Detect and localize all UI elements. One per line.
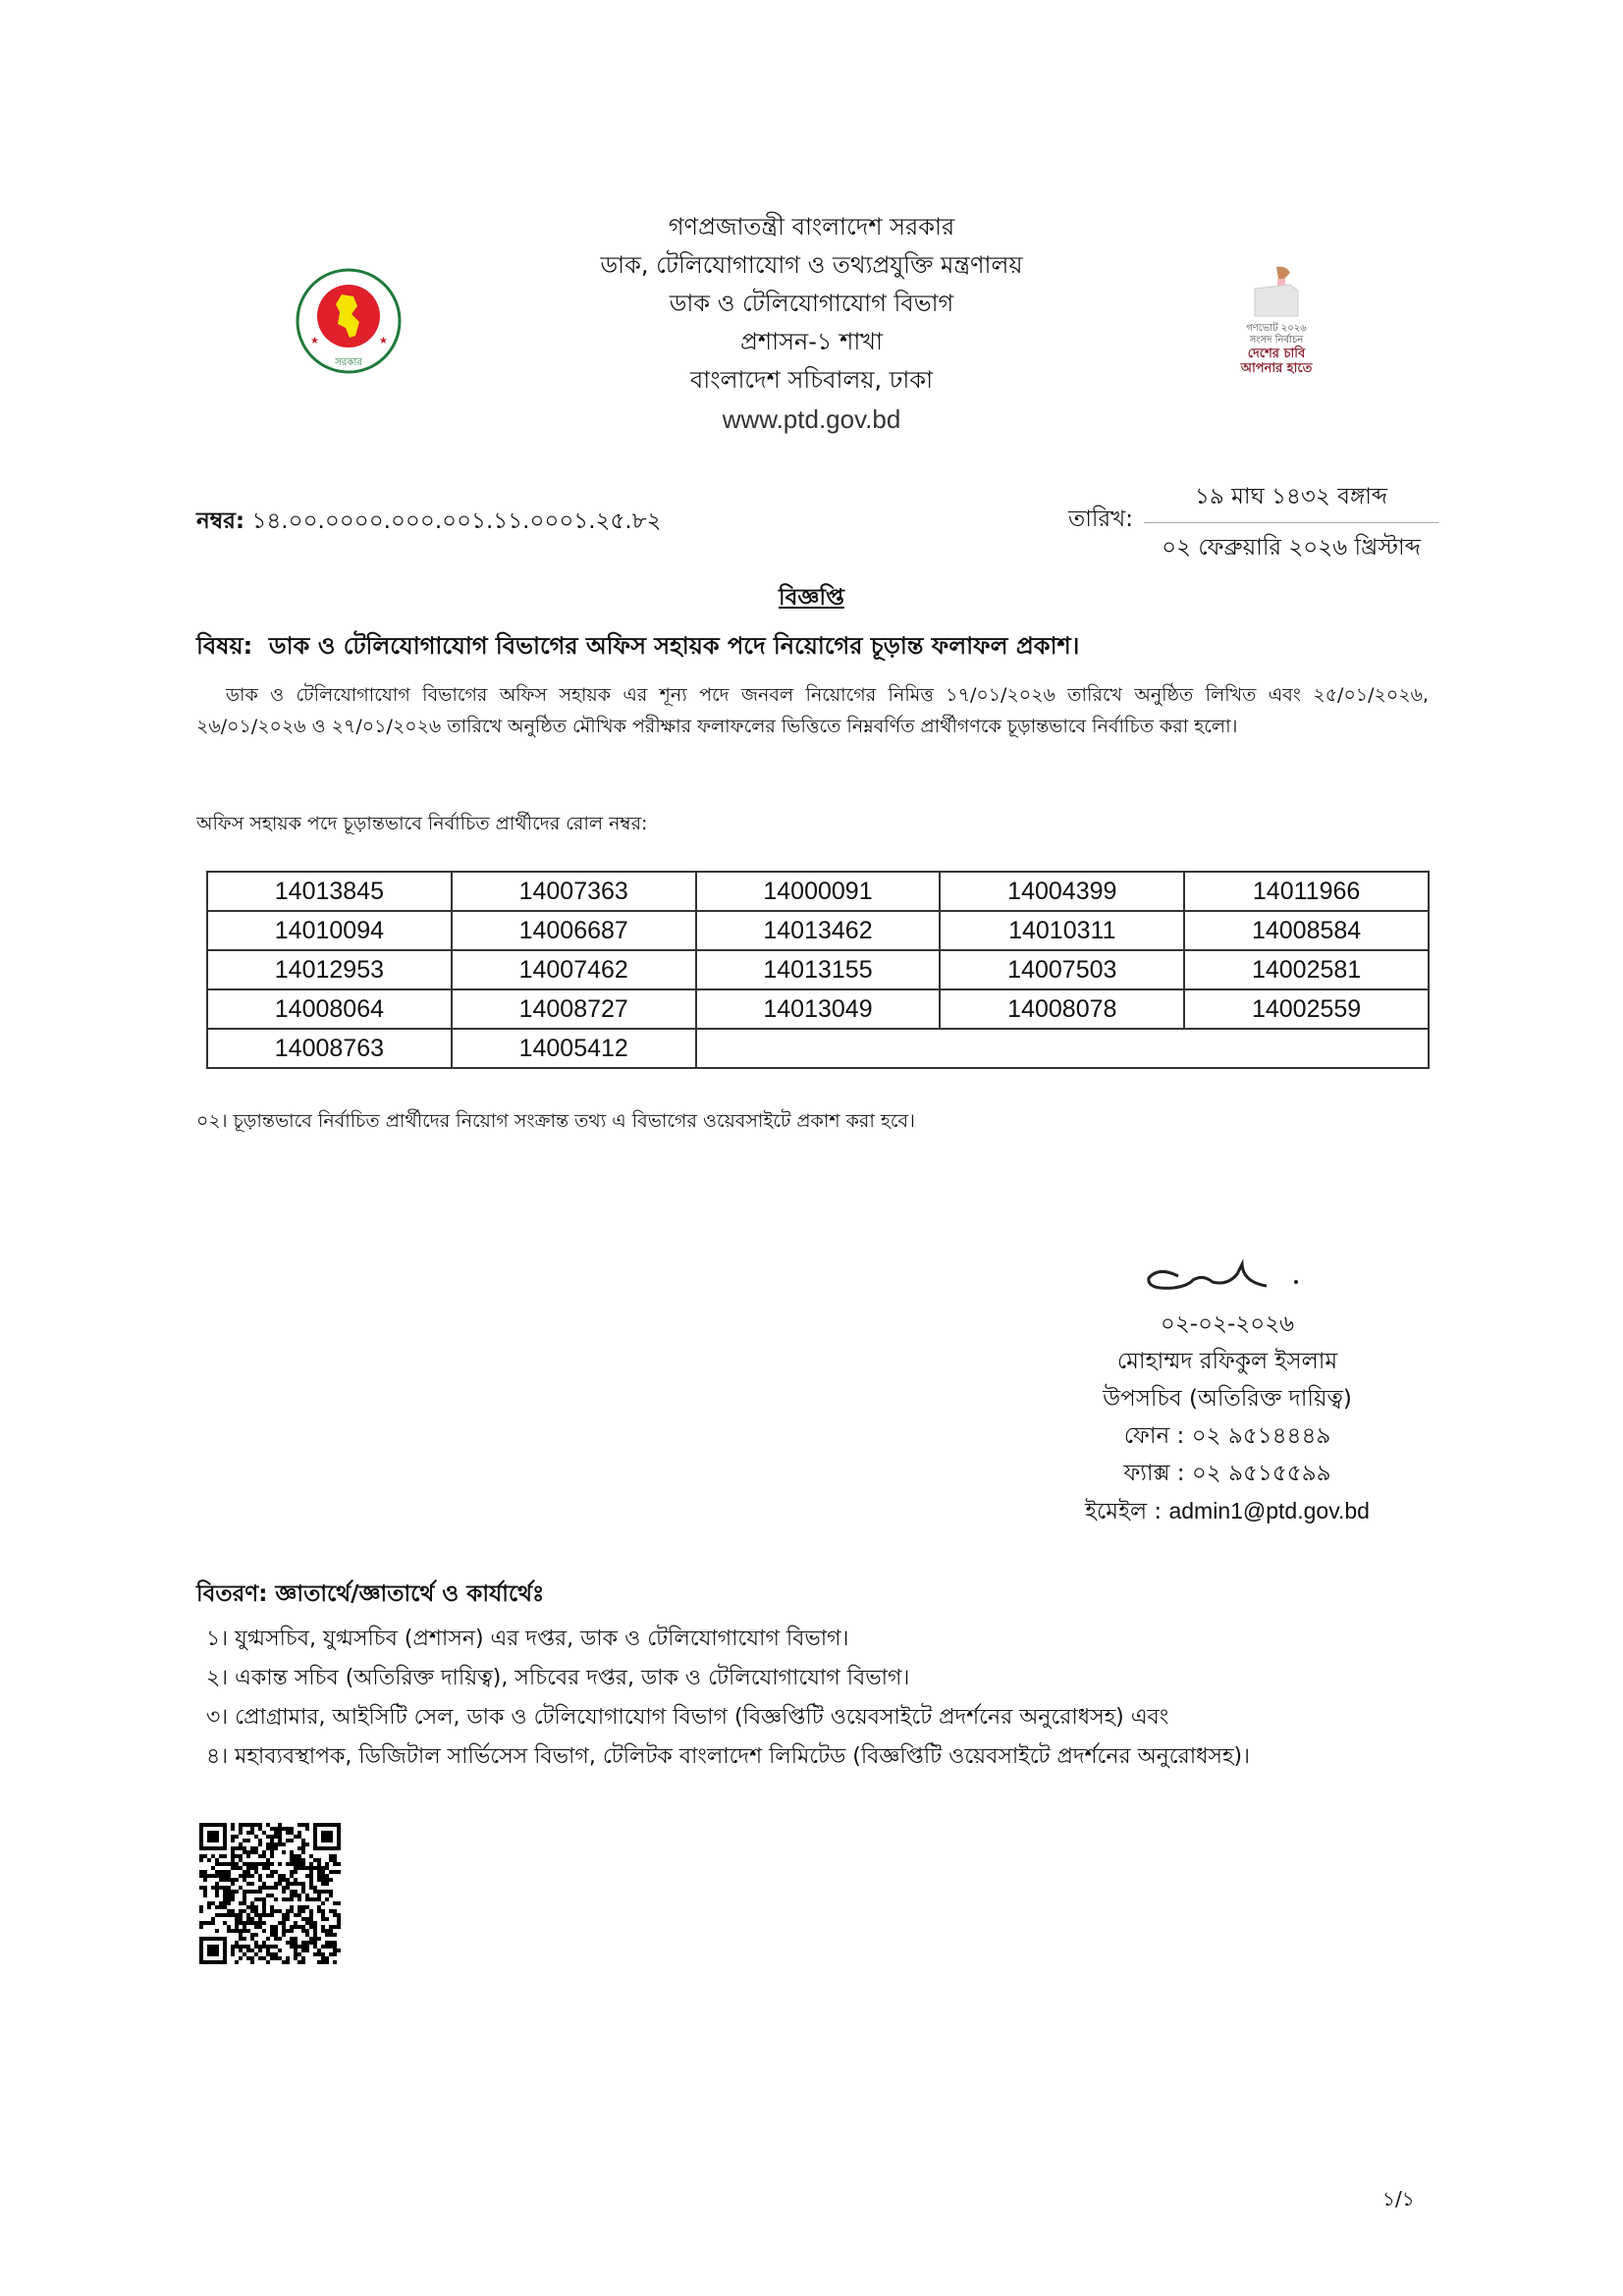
roll-number-cell: 14013049 <box>696 989 941 1029</box>
roll-number-cell: 14012953 <box>207 950 452 989</box>
handwritten-signature-icon <box>1119 1247 1335 1306</box>
signature-date: ০২-০২-২০২৬ <box>1160 1311 1295 1337</box>
roll-number-cell: 14002559 <box>1184 989 1429 1029</box>
roll-number-cell: 14011966 <box>1184 872 1429 911</box>
roll-number-cell: 14007462 <box>452 950 696 989</box>
signatory-email-line <box>1036 1492 1419 1530</box>
qr-code <box>199 1823 341 1964</box>
qr-code-icon <box>199 1823 341 1964</box>
table-row <box>207 872 1429 911</box>
distribution-item: ২। একান্ত সচিব (অতিরিক্ত দায়িত্ব), সচিবের দপ্তর, ডাক ও টেলিযোগাযোগ বিভাগ। <box>206 1666 910 1690</box>
division-name: ডাক ও টেলিযোগাযোগ বিভাগ <box>669 290 954 317</box>
roll-number-cell: 14013462 <box>696 911 941 950</box>
roll-number-cell: 14005412 <box>452 1029 696 1068</box>
distribution-item: ১। যুগ্মসচিব, যুগ্মসচিব (প্রশাসন) এর দপ্তর, ডাক ও টেলিযোগাযোগ বিভাগ। <box>206 1627 849 1651</box>
ballot-box-icon <box>1247 265 1306 319</box>
empty-cell <box>696 1029 1429 1068</box>
body-paragraph: ডাক ও টেলিযোগাযোগ বিভাগের অফিস সহায়ক এর শূন্য পদে জনবল নিয়োগের নিমিত্ত ১৭/০১/২০২৬ তারিখে অনুষ্ঠিত লিখিত এবং ২৫/০১/২০২৬, ২৬/০১/২০২৬ ও ২৭/০১/২০২৬ তারিখে অনুষ্ঠিত মৌখিক পরীক্ষার ফলাফলের ভিত্তিতে নিম্নবর্ণিত প্রার্থীগণকে চূড়ান্তভাবে নির্বাচিত করা হলো। <box>196 684 1429 737</box>
date-block <box>1144 478 1438 567</box>
notice-title: বিজ্ঞপ্তি <box>779 585 844 611</box>
website-link[interactable]: www.ptd.gov.bd <box>722 404 901 434</box>
svg-text:সরকার: সরকার <box>335 357 362 368</box>
distribution-item: ৩। প্রোগ্রামার, আইসিটি সেল, ডাক ও টেলিযোগাযোগ বিভাগ (বিজ্ঞপ্তিটি ওয়েবসাইটে প্রদর্শনের অনুরোধসহ) এবং <box>206 1705 1169 1730</box>
date-label: তারিখ: <box>1068 507 1134 532</box>
date-bengali: ১৯ মাঘ ১৪৩২ বঙ্গাব্দ <box>1144 478 1438 523</box>
roll-number-cell: 14010094 <box>207 911 452 950</box>
signatory-designation: উপসচিব (অতিরিক্ত দায়িত্ব) <box>1103 1386 1352 1412</box>
svg-text:★: ★ <box>379 336 388 347</box>
roll-list-label: অফিস সহায়ক পদে চূড়ান্তভাবে নির্বাচিত প্রার্থীদের রোল নম্বর: <box>196 813 648 834</box>
email-label: ইমেইল : <box>1085 1499 1163 1524</box>
table-row <box>207 950 1429 989</box>
roll-number-cell: 14007503 <box>940 950 1184 989</box>
roll-number-cell: 14000091 <box>696 872 941 911</box>
roll-number-cell: 14008763 <box>207 1029 452 1068</box>
roll-number-table <box>206 871 1430 1069</box>
office-location: বাংলাদেশ সচিবালয়, ঢাকা <box>689 366 934 394</box>
svg-text:★: ★ <box>310 336 319 347</box>
roll-number-cell: 14013845 <box>207 872 452 911</box>
roll-number-cell: 14002581 <box>1184 950 1429 989</box>
subject-label: বিষয়: <box>196 632 253 660</box>
branch-name: প্রশাসন-১ শাখা <box>740 328 883 355</box>
roll-number-cell: 14008727 <box>452 989 696 1029</box>
roll-number-cell: 14007363 <box>452 872 696 911</box>
election-logo: গণভোট ২০২৬ সংসদ নির্বাচন দেশের চাবি আপনার হাতে <box>1232 265 1321 373</box>
letterhead <box>0 208 1623 439</box>
subject-text: ডাক ও টেলিযোগাযোগ বিভাগের অফিস সহায়ক পদে নিয়োগের চূড়ান্ত ফলাফল প্রকাশ। <box>268 632 1080 660</box>
table-row <box>207 1029 1429 1068</box>
email-address[interactable]: admin1@ptd.gov.bd <box>1168 1498 1370 1523</box>
table-row <box>207 911 1429 950</box>
roll-number-cell: 14008584 <box>1184 911 1429 950</box>
govt-name: গণপ্রজাতন্ত্রী বাংলাদেশ সরকার <box>668 213 955 240</box>
roll-number-cell: 14010311 <box>940 911 1184 950</box>
distribution-list <box>206 1620 1250 1777</box>
reference-number <box>196 503 662 541</box>
roll-number-cell: 14008078 <box>940 989 1184 1029</box>
roll-number-cell: 14004399 <box>940 872 1184 911</box>
subject-line <box>196 628 1079 667</box>
reference-label: নম্বর: <box>196 508 245 534</box>
ministry-name: ডাক, টেলিযোগাযোগ ও তথ্যপ্রযুক্তি মন্ত্রণালয় <box>600 251 1023 279</box>
distribution-heading: বিতরণ: জ্ঞাতার্থে/জ্ঞাতার্থে ও কার্যার্থেঃ <box>196 1581 545 1607</box>
roll-number-cell: 14006687 <box>452 911 696 950</box>
page-number: ১/১ <box>1382 2187 1415 2211</box>
date-gregorian: ০২ ফেব্রুয়ারি ২০২৬ খ্রিস্টাব্দ <box>1162 535 1421 561</box>
distribution-item: ৪। মহাব্যবস্থাপক, ডিজিটাল সার্ভিসেস বিভাগ, টেলিটক বাংলাদেশ লিমিটেড (বিজ্ঞপ্তিটি ওয়েবসাইটে প্রদর্শনের অনুরোধসহ)। <box>206 1744 1250 1769</box>
table-row <box>207 989 1429 1029</box>
signature-block <box>1036 1247 1419 1530</box>
signatory-name: মোহাম্মদ রফিকুল ইসলাম <box>1116 1349 1338 1374</box>
note-paragraph: ০২। চূড়ান্তভাবে নির্বাচিত প্রার্থীদের নিয়োগ সংক্রান্ত তথ্য এ বিভাগের ওয়েবসাইটে প্রকাশ করা হবে। <box>196 1110 915 1132</box>
signatory-fax: ফ্যাক্স : ০২ ৯৫১৫৫৯৯ <box>1123 1461 1331 1486</box>
signatory-phone: ফোন : ০২ ৯৫১৪৪৪৯ <box>1123 1423 1331 1449</box>
roll-number-cell: 14008064 <box>207 989 452 1029</box>
roll-number-cell: 14013155 <box>696 950 941 989</box>
reference-value: ১৪.০০.০০০০.০০০.০০১.১১.০০০১.২৫.৮২ <box>251 508 662 534</box>
